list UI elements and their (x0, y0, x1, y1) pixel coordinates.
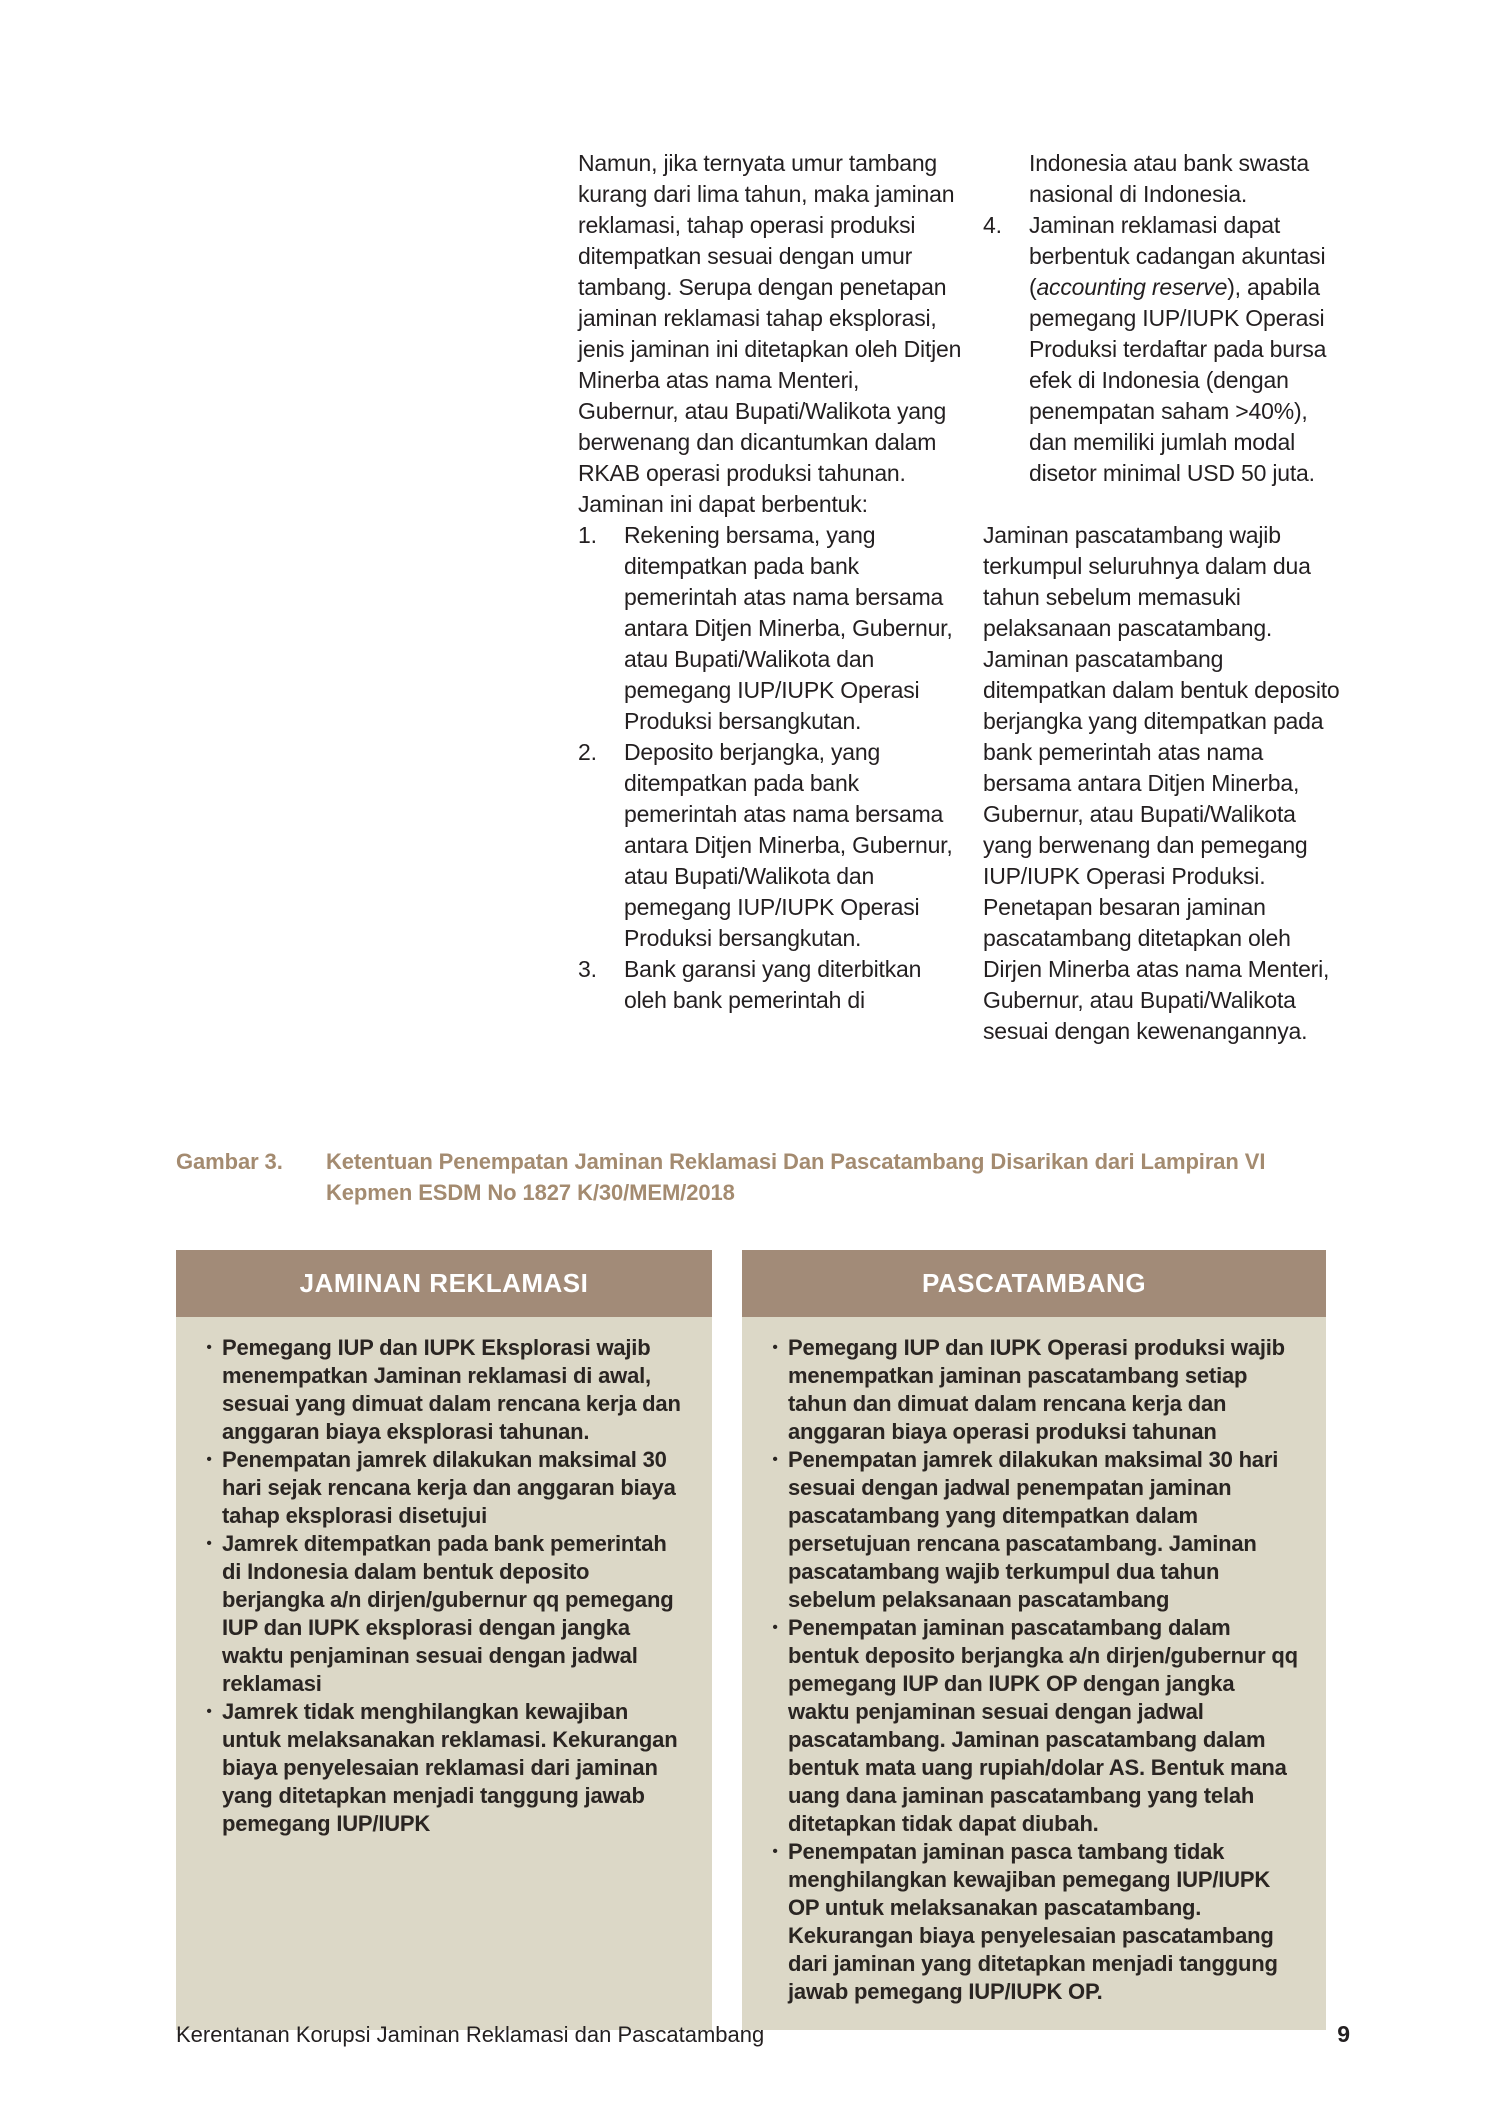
footer-running-title: Kerentanan Korupsi Jaminan Reklamasi dan Pascatambang (176, 2022, 765, 2047)
bullet-text: Penempatan jamrek dilakukan maksimal 30 hari sejak rencana kerja dan anggaran biaya tahap eksplorasi disetujui (222, 1447, 676, 1528)
numbered-item-2 (578, 737, 962, 954)
item-number: 4. (983, 212, 1002, 238)
figure-panels (176, 1250, 1326, 2030)
item-text: Indonesia atau bank swasta nasional di Indonesia. (1029, 150, 1309, 207)
bullet-item (196, 1446, 686, 1530)
panel-pascatambang (742, 1250, 1326, 2030)
bullet-dot-icon: • (772, 1451, 778, 1468)
figure-caption-label: Gambar 3. (176, 1149, 283, 1174)
bullet-text: Penempatan jaminan pasca tambang tidak menghilangkan kewajiban pemegang IUP/IUPK OP untuk melaksanakan pascatambang. Kekurangan biaya penyelesaian pascatambang dari jaminan yang ditetapkan menjadi tanggung jawab pemegang IUP/IUPK OP. (788, 1839, 1278, 2004)
item-number: 3. (578, 956, 597, 982)
item-text: Deposito berjangka, yang ditempatkan pada bank pemerintah atas nama bersama antara Ditjen Minerba, Gubernur, atau Bupati/Walikota dan pemegang IUP/IUPK Operasi Produksi bersangkutan. (624, 739, 953, 951)
text-column-right (983, 148, 1351, 1047)
item-text-pre: Jaminan reklamasi dapat berbentuk cadangan akuntasi ( (1029, 212, 1326, 300)
item-text-italic: accounting reserve (1036, 274, 1228, 300)
bullet-dot-icon: • (206, 1339, 212, 1356)
bullet-text: Pemegang IUP dan IUPK Eksplorasi wajib menempatkan Jaminan reklamasi di awal, sesuai yang dimuat dalam rencana kerja dan anggaran biaya eksplorasi tahunan. (222, 1335, 681, 1444)
panel-jaminan-reklamasi (176, 1250, 712, 2030)
numbered-item-1 (578, 520, 962, 737)
bullet-text: Jamrek ditempatkan pada bank pemerintah di Indonesia dalam bentuk deposito berjangka a/n dirjen/gubernur qq pemegang IUP dan IUPK eksplorasi dengan jangka waktu penjaminan sesuai dengan jadwal reklamasi (222, 1531, 674, 1696)
item-number-empty (983, 148, 1029, 210)
numbered-item-4 (983, 210, 1351, 489)
bullet-dot-icon: • (772, 1339, 778, 1356)
paragraph-reclamation-guarantee: Namun, jika ternyata umur tambang kurang dari lima tahun, maka jaminan reklamasi, tahap operasi produksi ditempatkan sesuai dengan umur tambang. Serupa dengan penetapan jaminan reklamasi tahap eksplorasi, jenis jaminan ini ditetapkan oleh Ditjen Minerba atas nama Menteri, Gubernur, atau Bupati/Walikota yang berwenang dan dicantumkan dalam RKAB operasi produksi tahunan. Jaminan ini dapat berbentuk: (578, 150, 962, 517)
bullet-item (196, 1530, 686, 1698)
bullet-text: Pemegang IUP dan IUPK Operasi produksi wajib menempatkan jaminan pascatambang setiap tahun dan dimuat dalam rencana kerja dan anggaran biaya operasi produksi tahunan (788, 1335, 1285, 1444)
bullet-item (196, 1698, 686, 1838)
text-column-left (578, 148, 962, 1016)
bullet-dot-icon: • (772, 1843, 778, 1860)
figure-caption-text: Ketentuan Penempatan Jaminan Reklamasi Dan Pascatambang Disarikan dari Lampiran VI Kepmen ESDM No 1827 K/30/MEM/2018 (326, 1149, 1266, 1205)
item-text (1029, 210, 1351, 489)
bullet-item (762, 1446, 1300, 1614)
panel-body-jaminan-reklamasi (176, 1317, 712, 1862)
bullet-text: Penempatan jamrek dilakukan maksimal 30 hari sesuai dengan jadwal penempatan jaminan pascatambang yang ditempatkan dalam persetujuan rencana pascatambang. Jaminan pascatambang wajib terkumpul dua tahun sebelum pelaksanaan pascatambang (788, 1447, 1279, 1612)
bullet-text: Jamrek tidak menghilangkan kewajiban untuk melaksanakan reklamasi. Kekurangan biaya penyelesaian reklamasi dari jaminan yang ditetapkan menjadi tanggung jawab pemegang IUP/IUPK (222, 1699, 678, 1836)
bullet-item (762, 1334, 1300, 1446)
bullet-item (762, 1614, 1300, 1838)
footer-page-number: 9 (1337, 2021, 1350, 2047)
numbered-item-3-continuation (983, 148, 1351, 210)
item-text: Bank garansi yang diterbitkan oleh bank pemerintah di (624, 956, 922, 1013)
bullet-dot-icon: • (206, 1535, 212, 1552)
panel-body-pascatambang (742, 1317, 1326, 2030)
bullet-item (196, 1334, 686, 1446)
bullet-dot-icon: • (772, 1619, 778, 1636)
bullet-dot-icon: • (206, 1703, 212, 1720)
item-text-post: ), apabila pemegang IUP/IUPK Operasi Produksi terdaftar pada bursa efek di Indonesia (dengan penempatan saham >40%), dan memiliki jumlah modal disetor minimal USD 50 juta. (1029, 274, 1327, 486)
numbered-item-3 (578, 954, 962, 1016)
bullet-text: Penempatan jaminan pascatambang dalam bentuk deposito berjangka a/n dirjen/gubernur qq pemegang IUP dan IUPK OP dengan jangka waktu penjaminan sesuai dengan jadwal pascatambang. Jaminan pascatambang dalam bentuk mata uang rupiah/dolar AS. Bentuk mana uang dana jaminan pascatambang yang telah ditetapkan tidak dapat diubah. (788, 1615, 1298, 1836)
item-number: 2. (578, 739, 597, 765)
figure-caption (176, 1146, 1336, 1208)
item-number: 1. (578, 522, 597, 548)
bullet-item (762, 1838, 1300, 2006)
panel-header-jaminan-reklamasi: JAMINAN REKLAMASI (176, 1250, 712, 1317)
paragraph-postmining-guarantee: Jaminan pascatambang wajib terkumpul seluruhnya dalam dua tahun sebelum memasuki pelaksanaan pascatambang. Jaminan pascatambang ditempatkan dalam bentuk deposito berjangka yang ditempatkan pada bank pemerintah atas nama bersama antara Ditjen Minerba, Gubernur, atau Bupati/Walikota yang berwenang dan pemegang IUP/IUPK Operasi Produksi. Penetapan besaran jaminan pascatambang ditetapkan oleh Dirjen Minerba atas nama Menteri, Gubernur, atau Bupati/Walikota sesuai dengan kewenangannya. (983, 522, 1340, 1044)
page-footer (176, 2021, 1350, 2048)
panel-header-pascatambang: PASCATAMBANG (742, 1250, 1326, 1317)
bullet-dot-icon: • (206, 1451, 212, 1468)
item-text: Rekening bersama, yang ditempatkan pada bank pemerintah atas nama bersama antara Ditjen Minerba, Gubernur, atau Bupati/Walikota dan pemegang IUP/IUPK Operasi Produksi bersangkutan. (624, 522, 953, 734)
